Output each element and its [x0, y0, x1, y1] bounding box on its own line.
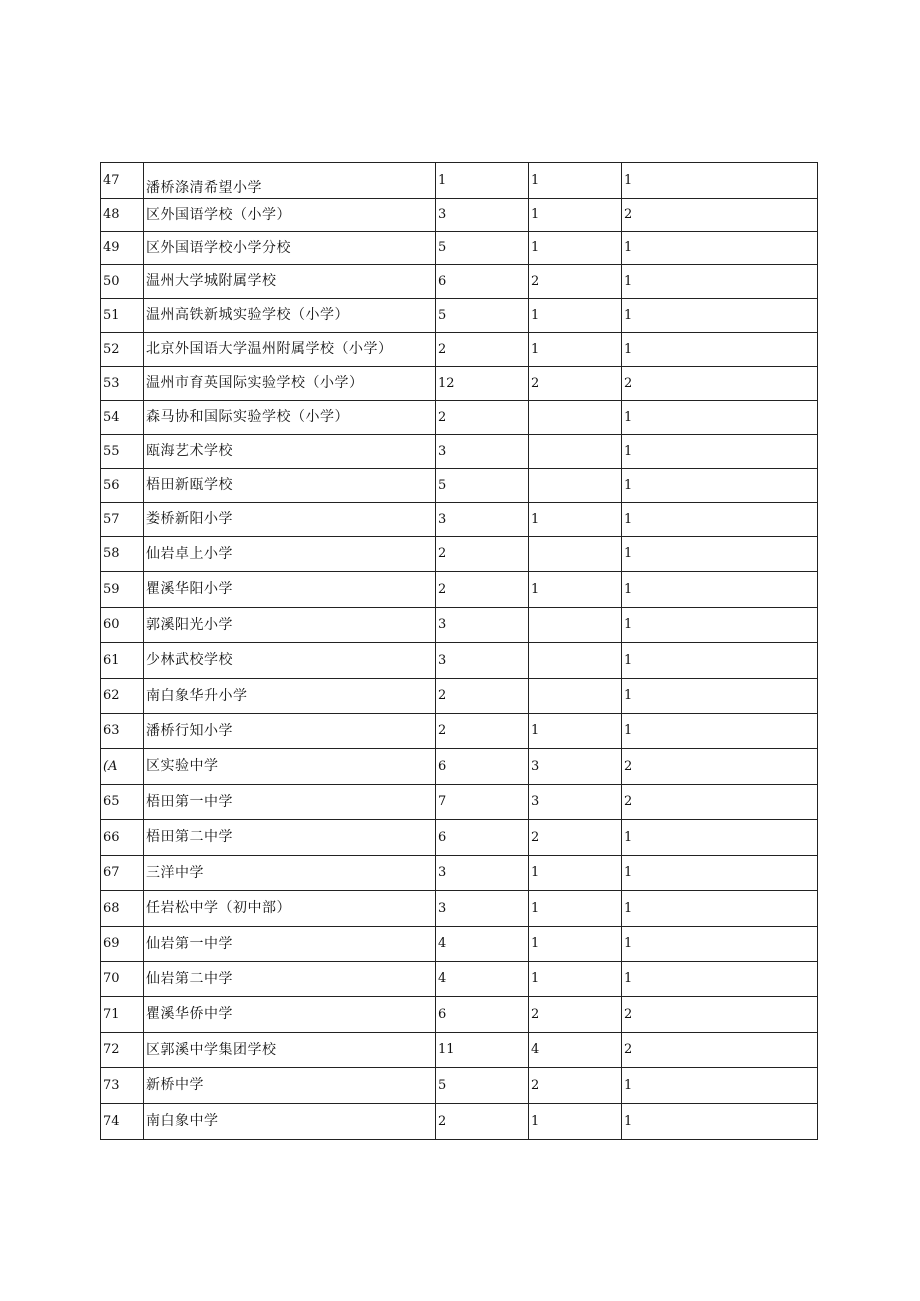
- row-number-cell: 58: [101, 537, 144, 572]
- table-row: [101, 856, 818, 891]
- value-a-cell: 2: [436, 401, 529, 435]
- school-name-cell: 潘桥涤清希望小学: [144, 163, 436, 199]
- value-b-cell: 2: [529, 1068, 622, 1104]
- value-c-cell: 2: [622, 997, 818, 1033]
- value-c-cell: 1: [622, 537, 818, 572]
- value-a-cell: 2: [436, 1104, 529, 1140]
- row-number-cell: 51: [101, 299, 144, 333]
- value-a-cell: 5: [436, 299, 529, 333]
- value-b-cell: [529, 643, 622, 679]
- school-name-cell: 区实验中学: [144, 749, 436, 785]
- value-c-cell: 1: [622, 333, 818, 367]
- row-number-cell: 70: [101, 962, 144, 997]
- value-c-cell: 1: [622, 572, 818, 608]
- row-number-cell: 68: [101, 891, 144, 927]
- school-allocation-table: [100, 162, 818, 1140]
- value-c-cell: 1: [622, 714, 818, 749]
- table-row: [101, 891, 818, 927]
- school-name-cell: 梧田第一中学: [144, 785, 436, 820]
- row-number-cell: (A: [101, 749, 144, 785]
- table-row: [101, 749, 818, 785]
- value-c-cell: 1: [622, 265, 818, 299]
- school-name-cell: 郭溪阳光小学: [144, 608, 436, 643]
- school-name-cell: 区外国语学校小学分校: [144, 232, 436, 265]
- row-number-cell: 52: [101, 333, 144, 367]
- table-row: [101, 469, 818, 503]
- value-b-cell: 1: [529, 503, 622, 537]
- value-c-cell: 1: [622, 679, 818, 714]
- school-name-cell: 森马协和国际实验学校（小学）: [144, 401, 436, 435]
- row-number-cell: 74: [101, 1104, 144, 1140]
- value-c-cell: 2: [622, 1033, 818, 1068]
- school-name-cell: 仙岩第二中学: [144, 962, 436, 997]
- value-b-cell: 2: [529, 265, 622, 299]
- row-number-cell: 69: [101, 927, 144, 962]
- table-row: [101, 714, 818, 749]
- school-name-cell: 梧田第二中学: [144, 820, 436, 856]
- value-c-cell: 1: [622, 401, 818, 435]
- school-name-cell: 新桥中学: [144, 1068, 436, 1104]
- value-c-cell: 1: [622, 435, 818, 469]
- row-number-cell: 50: [101, 265, 144, 299]
- row-number-cell: 48: [101, 199, 144, 232]
- school-name-cell: 南白象中学: [144, 1104, 436, 1140]
- value-c-cell: 1: [622, 1068, 818, 1104]
- value-b-cell: 1: [529, 333, 622, 367]
- value-c-cell: 1: [622, 299, 818, 333]
- value-b-cell: 3: [529, 749, 622, 785]
- row-number-cell: 72: [101, 1033, 144, 1068]
- value-a-cell: 2: [436, 333, 529, 367]
- value-a-cell: 3: [436, 608, 529, 643]
- value-a-cell: 5: [436, 469, 529, 503]
- table-row: [101, 820, 818, 856]
- value-b-cell: 1: [529, 962, 622, 997]
- value-b-cell: 1: [529, 572, 622, 608]
- school-name-cell: 北京外国语大学温州附属学校（小学）: [144, 333, 436, 367]
- row-number-cell: 62: [101, 679, 144, 714]
- table-row: [101, 265, 818, 299]
- school-name-cell: 潘桥行知小学: [144, 714, 436, 749]
- table-row: [101, 997, 818, 1033]
- row-number-cell: 47: [101, 163, 144, 199]
- value-a-cell: 6: [436, 749, 529, 785]
- value-a-cell: 2: [436, 537, 529, 572]
- school-name-cell: 仙岩卓上小学: [144, 537, 436, 572]
- value-a-cell: 2: [436, 714, 529, 749]
- value-b-cell: 1: [529, 714, 622, 749]
- value-c-cell: 1: [622, 608, 818, 643]
- value-c-cell: 2: [622, 367, 818, 401]
- value-b-cell: 1: [529, 199, 622, 232]
- value-c-cell: 2: [622, 199, 818, 232]
- value-b-cell: 1: [529, 856, 622, 891]
- row-number-cell: 63: [101, 714, 144, 749]
- value-c-cell: 1: [622, 503, 818, 537]
- table-row: [101, 572, 818, 608]
- table-row: [101, 785, 818, 820]
- row-number-cell: 60: [101, 608, 144, 643]
- school-name-cell: 娄桥新阳小学: [144, 503, 436, 537]
- value-a-cell: 12: [436, 367, 529, 401]
- value-c-cell: 1: [622, 469, 818, 503]
- row-number-cell: 56: [101, 469, 144, 503]
- value-b-cell: [529, 608, 622, 643]
- row-number-cell: 54: [101, 401, 144, 435]
- value-a-cell: 3: [436, 891, 529, 927]
- value-a-cell: 5: [436, 232, 529, 265]
- table-row: [101, 1033, 818, 1068]
- value-b-cell: [529, 469, 622, 503]
- table-row: [101, 643, 818, 679]
- table-row: [101, 608, 818, 643]
- school-name-cell: 南白象华升小学: [144, 679, 436, 714]
- value-b-cell: 3: [529, 785, 622, 820]
- school-name-cell: 任岩松中学（初中部）: [144, 891, 436, 927]
- table-row: [101, 333, 818, 367]
- row-number-cell: 71: [101, 997, 144, 1033]
- value-a-cell: 6: [436, 265, 529, 299]
- row-number-cell: 73: [101, 1068, 144, 1104]
- value-c-cell: 1: [622, 891, 818, 927]
- table-row: [101, 163, 818, 199]
- school-name-cell: 三洋中学: [144, 856, 436, 891]
- row-number-cell: 53: [101, 367, 144, 401]
- value-b-cell: 1: [529, 927, 622, 962]
- school-name-cell: 温州高铁新城实验学校（小学）: [144, 299, 436, 333]
- value-b-cell: 1: [529, 299, 622, 333]
- value-c-cell: 1: [622, 962, 818, 997]
- row-number-cell: 49: [101, 232, 144, 265]
- value-a-cell: 1: [436, 163, 529, 199]
- value-b-cell: 2: [529, 997, 622, 1033]
- table-row: [101, 199, 818, 232]
- value-a-cell: 2: [436, 572, 529, 608]
- value-c-cell: 1: [622, 927, 818, 962]
- value-b-cell: [529, 679, 622, 714]
- school-name-cell: 瓯海艺术学校: [144, 435, 436, 469]
- school-name-cell: 温州市育英国际实验学校（小学）: [144, 367, 436, 401]
- table-row: [101, 962, 818, 997]
- value-b-cell: 1: [529, 163, 622, 199]
- value-c-cell: 1: [622, 820, 818, 856]
- table-row: [101, 1068, 818, 1104]
- school-name-cell: 梧田新瓯学校: [144, 469, 436, 503]
- value-c-cell: 1: [622, 856, 818, 891]
- value-b-cell: 2: [529, 367, 622, 401]
- value-b-cell: 1: [529, 891, 622, 927]
- value-a-cell: 3: [436, 199, 529, 232]
- value-a-cell: 2: [436, 679, 529, 714]
- value-c-cell: 1: [622, 163, 818, 199]
- value-b-cell: [529, 435, 622, 469]
- table-row: [101, 401, 818, 435]
- table-row: [101, 537, 818, 572]
- table-row: [101, 503, 818, 537]
- value-c-cell: 1: [622, 232, 818, 265]
- table-row: [101, 299, 818, 333]
- value-a-cell: 3: [436, 643, 529, 679]
- table-row: [101, 679, 818, 714]
- row-number-cell: 65: [101, 785, 144, 820]
- school-name-cell: 瞿溪华侨中学: [144, 997, 436, 1033]
- value-a-cell: 3: [436, 435, 529, 469]
- table-row: [101, 435, 818, 469]
- value-b-cell: 1: [529, 232, 622, 265]
- value-a-cell: 3: [436, 503, 529, 537]
- school-name-cell: 温州大学城附属学校: [144, 265, 436, 299]
- row-number-cell: 66: [101, 820, 144, 856]
- value-a-cell: 6: [436, 997, 529, 1033]
- value-c-cell: 1: [622, 1104, 818, 1140]
- school-name-cell: 仙岩第一中学: [144, 927, 436, 962]
- value-a-cell: 4: [436, 927, 529, 962]
- value-a-cell: 6: [436, 820, 529, 856]
- school-name-cell: 瞿溪华阳小学: [144, 572, 436, 608]
- row-number-cell: 61: [101, 643, 144, 679]
- value-a-cell: 5: [436, 1068, 529, 1104]
- school-name-cell: 区外国语学校（小学）: [144, 199, 436, 232]
- table-row: [101, 232, 818, 265]
- value-b-cell: [529, 401, 622, 435]
- row-number-cell: 67: [101, 856, 144, 891]
- value-b-cell: [529, 537, 622, 572]
- table-row: [101, 367, 818, 401]
- value-c-cell: 1: [622, 643, 818, 679]
- value-b-cell: 1: [529, 1104, 622, 1140]
- value-c-cell: 2: [622, 749, 818, 785]
- table-row: [101, 1104, 818, 1140]
- table-body: [101, 163, 818, 1140]
- row-number-cell: 55: [101, 435, 144, 469]
- value-a-cell: 3: [436, 856, 529, 891]
- value-c-cell: 2: [622, 785, 818, 820]
- value-a-cell: 7: [436, 785, 529, 820]
- value-a-cell: 4: [436, 962, 529, 997]
- value-b-cell: 2: [529, 820, 622, 856]
- school-name-cell: 区郭溪中学集团学校: [144, 1033, 436, 1068]
- row-number-cell: 57: [101, 503, 144, 537]
- value-a-cell: 11: [436, 1033, 529, 1068]
- row-number-cell: 59: [101, 572, 144, 608]
- school-name-cell: 少林武校学校: [144, 643, 436, 679]
- table-row: [101, 927, 818, 962]
- value-b-cell: 4: [529, 1033, 622, 1068]
